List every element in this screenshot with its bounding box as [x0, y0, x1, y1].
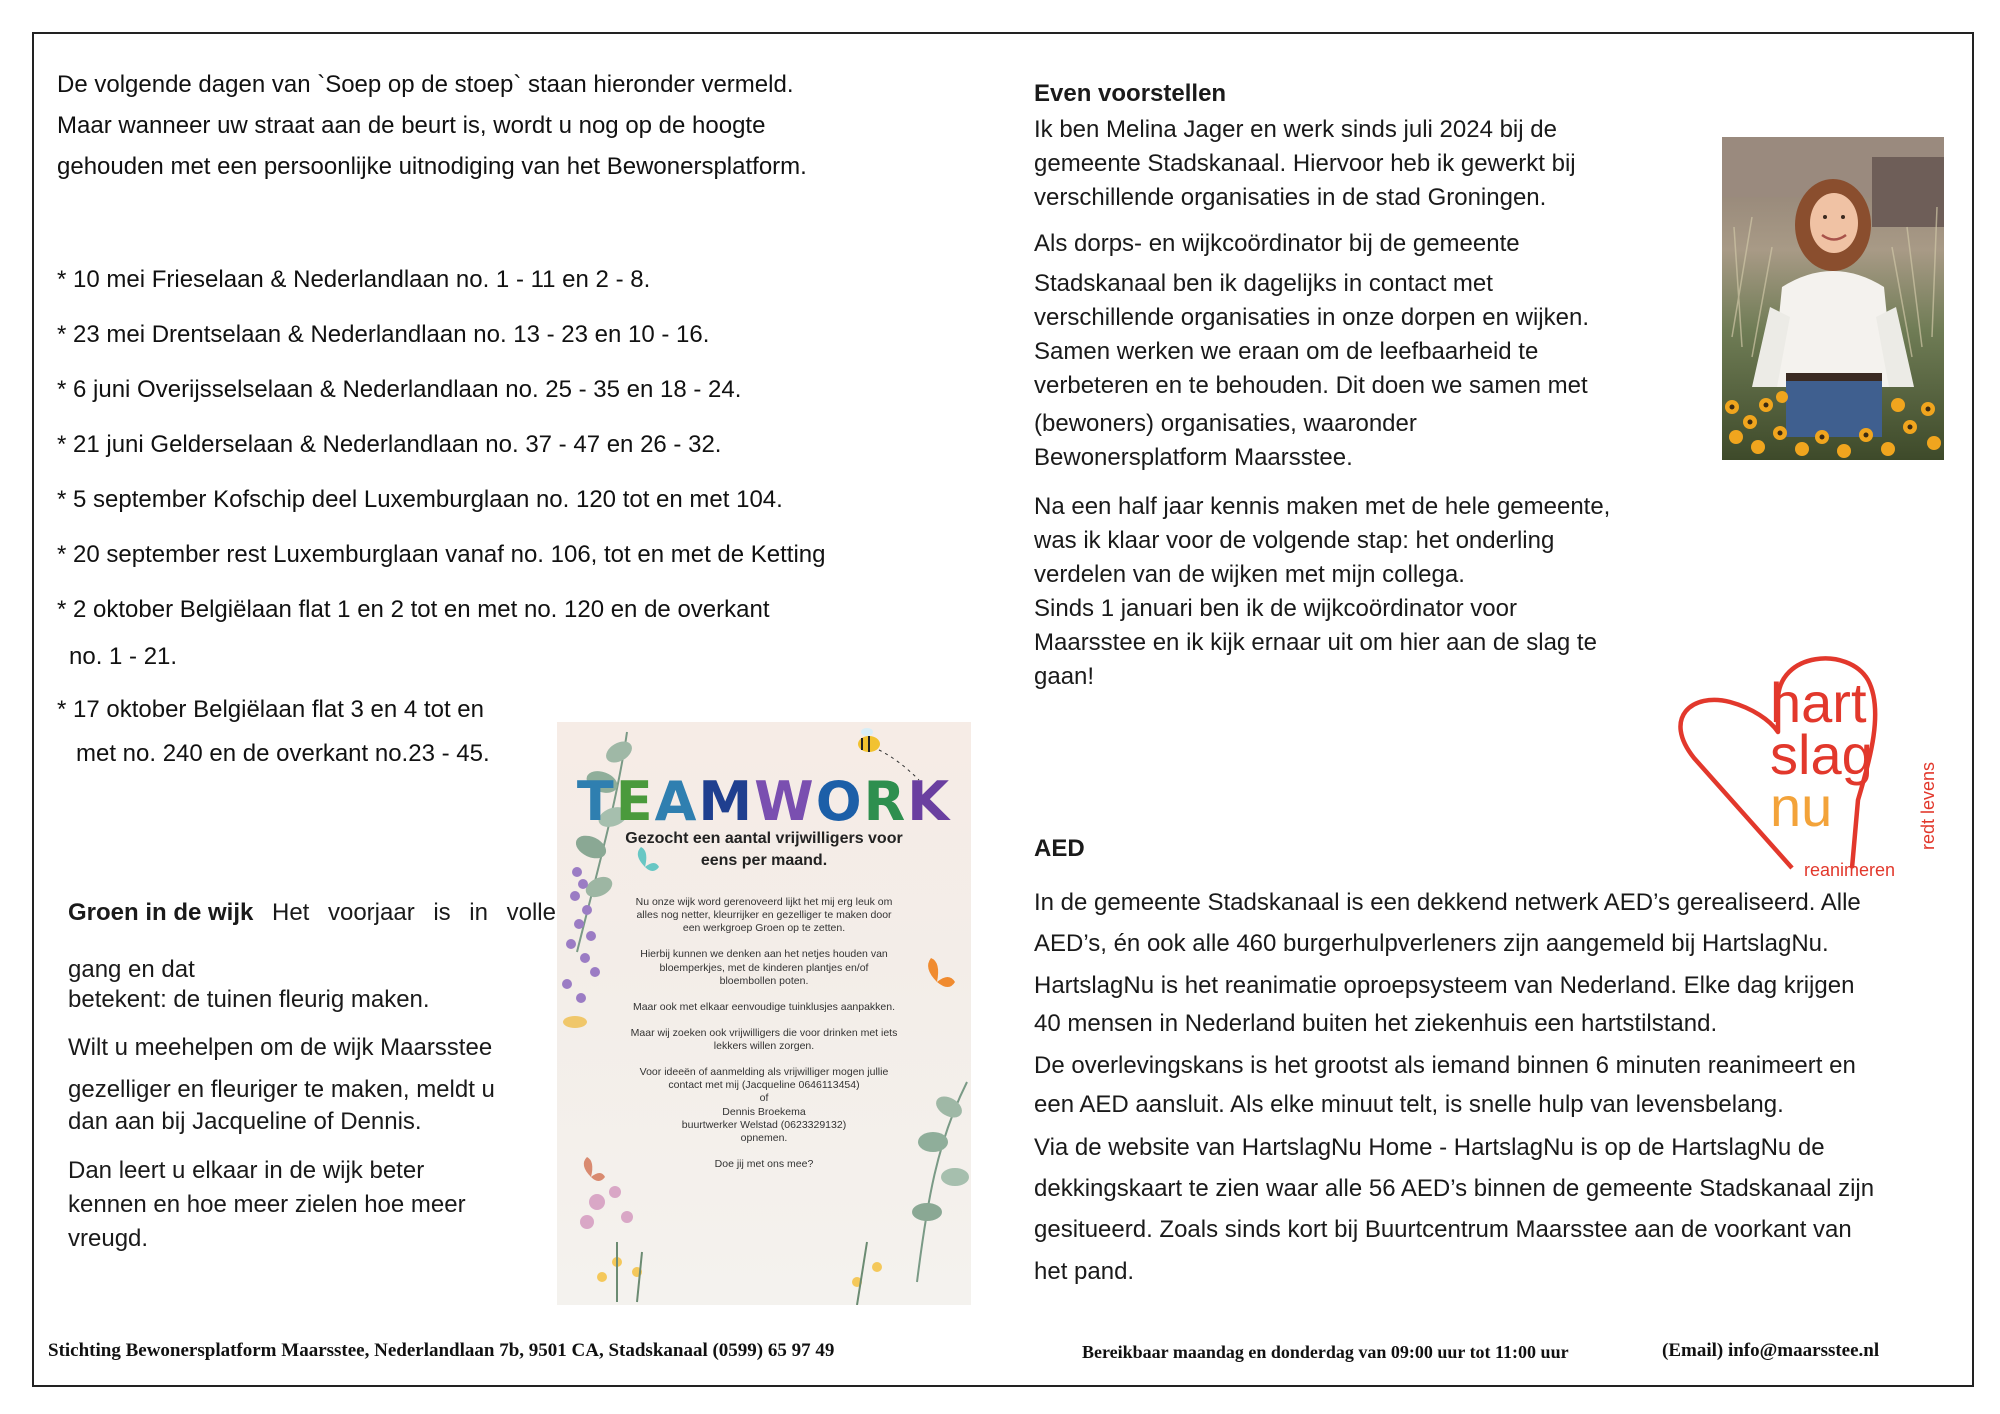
voorstellen-heading: Even voorstellen: [1034, 80, 1227, 107]
voorstellen-line: was ik klaar voor de volgende stap: het onderling: [1034, 527, 1555, 554]
groen-line: gang en dat: [68, 956, 195, 983]
logo-tagline: reanimeren: [1804, 860, 1896, 880]
flyer-body-line: Maar wij zoeken ook vrijwilligers die voor drinken met iets: [630, 1026, 898, 1039]
schedule-item: * 5 september Kofschip deel Luxemburglaan no. 120 tot en met 104.: [57, 486, 783, 513]
flyer-body-line: Voor ideeën of aanmelding als vrijwilliger mogen jullie: [639, 1066, 889, 1079]
schedule-item: * 21 juni Gelderselaan & Nederlandlaan no. 37 - 47 en 26 - 32.: [57, 431, 722, 458]
flyer-title-letter: M: [698, 770, 755, 833]
flyer-body-line: lekkers willen zorgen.: [713, 1040, 815, 1052]
logo-line-slag: slag: [1770, 723, 1873, 786]
groen-line: kennen en hoe meer zielen hoe meer: [68, 1191, 466, 1218]
flyer-body-line: [557, 935, 971, 948]
aed-line: HartslagNu is het reanimatie oproepsysteem van Nederland. Elke dag krijgen: [1034, 972, 1855, 999]
flyer-body-line: [557, 1014, 971, 1027]
portrait-illustration: [1722, 137, 1944, 460]
flyer-title: [557, 770, 971, 833]
voorstellen-line: Ik ben Melina Jager en werk sinds juli 2024 bij de: [1034, 116, 1557, 143]
groen-word: voorjaar: [327, 899, 415, 926]
groen-word: is: [433, 899, 451, 926]
flyer-body-line: [557, 1053, 971, 1066]
voorstellen-line: Stadskanaal ben ik dagelijks in contact met: [1034, 270, 1493, 297]
flyer-body: [557, 896, 971, 1171]
flyer-body-line: Dennis Broekema: [722, 1105, 806, 1118]
flyer-body-line: bloembollen poten.: [719, 974, 809, 987]
footer-address: Stichting Bewonersplatform Maarsstee, Nederlandlaan 7b, 9501 CA, Stadskanaal (0599) 65 97 49: [48, 1340, 835, 1361]
groen-line: vreugd.: [68, 1225, 149, 1252]
voorstellen-line: Samen werken we eraan om de leefbaarheid te: [1034, 338, 1539, 365]
schedule-item: * 20 september rest Luxemburglaan vanaf no. 106, tot en met de Ketting: [57, 541, 826, 568]
voorstellen-line: verbeteren en te behouden. Dit doen we samen met: [1034, 372, 1588, 399]
flyer-body-line: buurtwerker Welstad (0623329132): [681, 1118, 847, 1131]
groen-line: gezelliger en fleuriger te maken, meldt u: [68, 1076, 495, 1103]
voorstellen-line: Sinds 1 januari ben ik de wijkcoördinator voor: [1034, 595, 1517, 622]
groen-line: Wilt u meehelpen om de wijk Maarsstee: [68, 1034, 493, 1061]
aed-heading: AED: [1034, 835, 1085, 862]
flyer-body-line: of: [759, 1092, 769, 1105]
flyer-title-letter: O: [815, 770, 864, 833]
flyer-title-letter: W: [754, 770, 816, 833]
schedule-item: * 2 oktober Belgiëlaan flat 1 en 2 tot en met no. 120 en de overkant: [57, 596, 770, 623]
aed-line: Via de website van HartslagNu Home - HartslagNu is op de HartslagNu de: [1034, 1134, 1825, 1161]
flyer-body-line: [557, 988, 971, 1001]
flyer-body-line: Maar ook met elkaar eenvoudige tuinklusjes aanpakken.: [632, 1000, 896, 1013]
aed-line: een AED aansluit. Als elke minuut telt, is snelle hulp van levensbelang.: [1034, 1091, 1784, 1118]
flyer-body-line: Nu onze wijk word gerenoveerd lijkt het mij erg leuk om: [635, 896, 893, 908]
flyer-body-line: opnemen.: [740, 1131, 788, 1144]
groen-line: betekent: de tuinen fleurig maken.: [68, 986, 430, 1013]
aed-line: gesitueerd. Zoals sinds kort bij Buurtcentrum Maarsstee aan de voorkant van: [1034, 1216, 1852, 1243]
groen-word: Het: [272, 899, 310, 926]
flyer-title-letter: A: [654, 770, 699, 833]
flyer-subtitle: eens per maand.: [700, 852, 828, 869]
voorstellen-line: gemeente Stadskanaal. Hiervoor heb ik gewerkt bij: [1034, 150, 1576, 177]
flyer-body-line: een werkgroep Groen op te zetten.: [682, 922, 846, 935]
flyer-body-line: [557, 1145, 971, 1158]
voorstellen-line: (bewoners) organisaties, waaronder: [1034, 410, 1417, 437]
teamwork-flyer: [557, 722, 971, 1305]
footer-hours: Bereikbaar maandag en donderdag van 09:00 uur tot 11:00 uur: [1082, 1342, 1569, 1362]
aed-line: De overlevingskans is het grootst als iemand binnen 6 minuten reanimeert en: [1034, 1052, 1856, 1079]
voorstellen-line: Na een half jaar kennis maken met de hele gemeente,: [1034, 493, 1611, 520]
schedule-item: * 10 mei Frieselaan & Nederlandlaan no. 1 - 11 en 2 - 8.: [57, 266, 651, 293]
schedule-item: * 6 juni Overijsselselaan & Nederlandlaan no. 25 - 35 en 18 - 24.: [57, 376, 742, 403]
groen-word: volle: [506, 899, 556, 926]
intro-line: Maar wanneer uw straat aan de beurt is, wordt u nog op de hoogte: [57, 112, 766, 139]
voorstellen-line: Als dorps- en wijkcoördinator bij de gemeente: [1034, 230, 1520, 257]
aed-line: 40 mensen in Nederland buiten het ziekenhuis een hartstilstand.: [1034, 1010, 1718, 1037]
flyer-body-line: alles nog netter, kleurrijker en gezelliger te maken door: [636, 909, 892, 922]
intro-line: De volgende dagen van `Soep op de stoep` staan hieronder vermeld.: [57, 71, 794, 98]
groen-heading: Groen in de wijk: [68, 899, 254, 926]
schedule-item: * 23 mei Drentselaan & Nederlandlaan no. 13 - 23 en 10 - 16.: [57, 321, 710, 348]
schedule-item-cont: no. 1 - 21.: [69, 643, 178, 670]
hartslagnu-logo: [1672, 640, 1954, 880]
logo-line-nu: nu: [1770, 775, 1833, 838]
aed-line: In de gemeente Stadskanaal is een dekkend netwerk AED’s gerealiseerd. Alle: [1034, 889, 1861, 916]
footer-email[interactable]: (Email) info@maarsstee.nl: [1662, 1340, 1880, 1361]
groen-line: dan aan bij Jacqueline of Dennis.: [68, 1108, 422, 1135]
flyer-body-line: bloemperkjes, met de kinderen plantjes en/of: [659, 961, 869, 974]
schedule-item: * 17 oktober Belgiëlaan flat 3 en 4 tot en: [57, 696, 484, 723]
aed-line: dekkingskaart te zien waar alle 56 AED’s binnen de gemeente Stadskanaal zijn: [1034, 1175, 1875, 1202]
flyer-title-letter: T: [576, 770, 616, 833]
voorstellen-line: verdelen van de wijken met mijn collega.: [1034, 561, 1465, 588]
logo-side-text: redt levens: [1918, 761, 1938, 850]
flyer-title-letter: R: [863, 770, 908, 833]
flyer-body-line: Hierbij kunnen we denken aan het netjes houden van: [640, 948, 888, 961]
flyer-body-line: contact met mij (Jacqueline 0646113454): [668, 1079, 860, 1092]
intro-line: gehouden met een persoonlijke uitnodiging van het Bewonersplatform.: [57, 153, 807, 180]
voorstellen-line: Maarsstee en ik kijk ernaar uit om hier aan de slag te: [1034, 629, 1597, 656]
schedule-item-cont: met no. 240 en de overkant no.23 - 45.: [76, 740, 490, 767]
portrait-photo: [1722, 137, 1944, 460]
flyer-subtitle: Gezocht een aantal vrijwilligers voor: [625, 830, 903, 847]
flyer-title-letter: E: [615, 770, 655, 833]
voorstellen-line: verschillende organisaties in de stad Groningen.: [1034, 184, 1547, 211]
groen-first-line: [68, 899, 556, 927]
flyer-body-line: Doe jij met ons mee?: [714, 1157, 814, 1170]
groen-line: Dan leert u elkaar in de wijk beter: [68, 1157, 425, 1184]
aed-line: AED’s, én ook alle 460 burgerhulpverleners zijn aangemeld bij HartslagNu.: [1034, 930, 1829, 957]
voorstellen-line: verschillende organisaties in onze dorpen en wijken.: [1034, 304, 1589, 331]
logo-line-hart: hart: [1770, 671, 1867, 734]
voorstellen-line: gaan!: [1034, 663, 1095, 690]
groen-word: in: [469, 899, 488, 926]
aed-line: het pand.: [1034, 1258, 1135, 1285]
voorstellen-line: Bewonersplatform Maarsstee.: [1034, 444, 1353, 471]
flyer-title-letter: K: [907, 770, 952, 833]
